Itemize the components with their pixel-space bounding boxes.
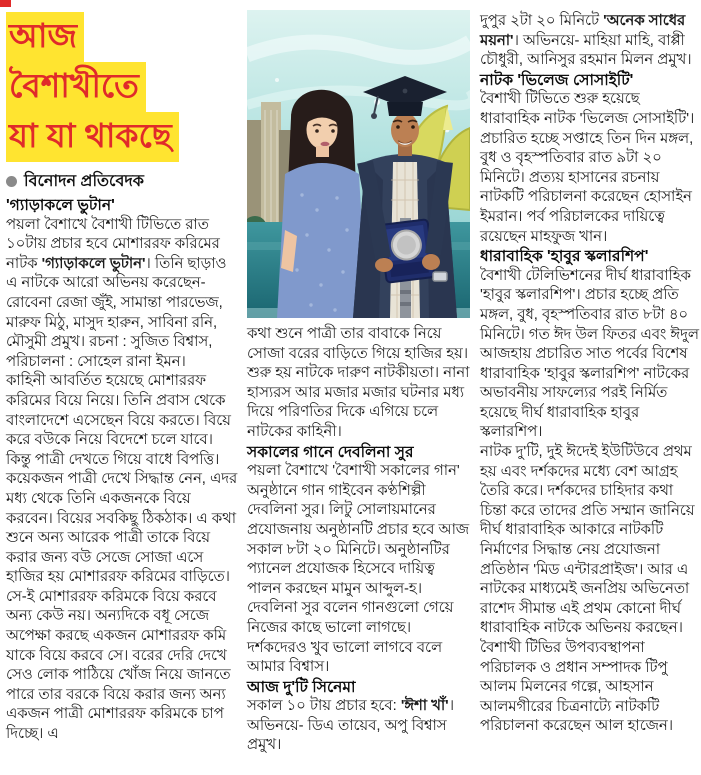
paragraph: পয়লা বৈশাখে 'বৈশাখী সকালের গান' অনুষ্ঠানে গান গাইবেন কণ্ঠশিল্পী দেবলিনা সুর। লিটু সোলায়মানের প্রযোজনায় অনুষ্ঠানটি প্রচার হবে আজ সকাল ৮টা ২০ মিনিটে। অনুষ্ঠানটির প্যানেল প্রযোজক হিসেবে দায়িত্ব পালন করছেন মামুন আব্দুল-হ। দেবলিনা সুর বলেন গানগুলো গেয়ে নিজের কাছে ভালো লাগছে। দর্শকদেরও খুব ভালো লাগবে বলে আমার বিশ্বাস। [247,463,469,676]
byline [6,168,239,195]
paragraph: কাহিনী আবর্তিত হয়েছে মোশাররফ করিমের বিয়ে নিয়ে। তিনি প্রবাস থেকে বাংলাদেশে এসেছেন বিয়ে করতে। বিয়ে করে বউকে নিয়ে বিদেশে চলে যাবে। কিন্তু পাত্রী দেখতে গিয়ে বাধে বিপত্তি। কয়েকজন পাত্রী দেখে সিদ্ধান্ত নেন, এদর মধ্য থেকে তিনি একজনকে বিয়ে করবেন। বিয়ের সবকিছু ঠিকঠাক। এ কথা শুনে অন্য আরেক পাত্রী তাকে বিয়ে করার জন্য বউ সেজে সোজা এসে হাজির হয় মোশাররফ করিমের বাড়িতে। সে-ই মোশাররফ করিমকে বিয়ে করবে অন্য কেউ নয়। অন্যদিকে বধূ সেজে অপেক্ষা করছে একজন মোশাররফ কমি যাকে বিয়ে করবে সে। বরের দেরি দেখে সেও লোক পাঠিয়ে খোঁজ নিয়ে জানতে পারে তার বরকে বিয়ে করার জন্য অন্য একজন পাত্রী মোশাররফ করিমকে চাপ দিচ্ছে। এ [6,373,238,743]
paragraph: বৈশাখী টিভিতে শুরু হয়েছে ধারাবাহিক নাটক 'ভিলেজ সোসাইটি'। প্রচারিত হচ্ছে সপ্তাহে তিন দিন মঙ্গল, বুধ ও বৃহস্পতিবার রাত ৯টা ২০ মিনিটে। প্রত্যয় হাসানের রচনায় নাটকটি পরিচালনা করেছেন হোসাইন ইমরান। পর্ব পরিচালকের দায়িত্বে রয়েছেন মাহফুজ খান। [480,91,695,245]
paragraph: পয়লা বৈশাখে বৈশাখী টিভিতে রাত ১০টায় প্রচার হবে মোশাররফ করিমের নাটক 'গ্যাড়াকলে ভুটান'। তিনি ছাড়াও এ নাটকে আরো অভিনয় করেছেন- রোবেনা রেজা জুঁই, সামান্তা পারভেজ, মারুফ মিঠু, মাসুদ হারুন, সাবিনা রনি, মৌসুমী প্রমুখ। রচনা : সুজিত বিশ্বাস, পরিচালনা : সোহেল রানা ইমন। [6,216,227,370]
right-column [480,12,700,737]
headline-line-2: বৈশাখীতে [6,62,146,112]
subhead-shokaler-gaan: সকালের গানে দেবলিনা সুর [247,443,414,461]
paragraph: দুপুর ২টা ২০ মিনিটে 'অনেক সাধের ময়না'। অভিনয়ে- মাহিয়া মাহি, বাপ্পী চৌধুরী, আনিসুর রহমান মিলন প্রমুখ। [480,13,692,69]
paragraph: বৈশাখী টেলিভিশনের দীর্ঘ ধারাবাহিক 'হাবুর স্কলারশিপ'। প্রচার হচ্ছে প্রতি মঙ্গল, বুধ, বৃহস্পতিবার রাত ৮টা ৪০ মিনিটে। গত ঈদ উল ফিতর এবং ঈদুল আজহায় প্রচারিত সাত পর্বের বিশেষ ধারাবাহিক 'হাবুর স্কলারশিপ' নাটকের অভাবনীয় সাফল্যের পরই নির্মিত হয়েছে দীর্ঘ ধারাবাহিক হাবুর স্কলারশিপ। [480,267,699,441]
paragraph: নাটক দু'টি, দুই ঈদেই ইউটিউবে প্রথম হয় এবং দর্শকদের মধ্যে বেশ আগ্রহ তৈরি করে। দর্শকদের চাহিদার কথা চিন্তা করে তাদের প্রতি সম্মান জানিয়ে দীর্ঘ ধারাবাহিক আকারে নাটকটি নির্মাণের সিদ্ধান্ত নেয় প্রযোজনা প্রতিষ্ঠান 'মিড এন্টারপ্রাইজ'। আর এ নাটকের মাধ্যমেই জনপ্রিয় অভিনেতা রাশেদ সীমান্ত এই প্রথম কোনো দীর্ঘ ধারাবাহিক নাটকে অভিনয় করছেন। বৈশাখী টিভির উপব্যবস্থাপনা পরিচালক ও প্রধান সম্পাদক টিপু আলম মিলনের গল্পে, আহসান আলমগীরের চিত্রনাট্যে নাটকটি পরিচালনা করেছেন আল হাজেন। [480,444,695,735]
headline-line-3: যা যা থাকছে [6,112,179,162]
paragraph: সকাল ১০ টায় প্রচার হবে: 'ঈশা খাঁ'। অভিনয়ে- ডিএ তায়েব, অপু বিশ্বাস প্রমুখ। [247,698,454,754]
middle-column [247,0,471,756]
headline [6,12,239,162]
left-column [6,0,239,745]
subhead-village-society: নাটক 'ভিলেজ সোসাইটি' [480,71,634,89]
bullet-icon [6,176,17,187]
headline-line-1: আজ [6,12,84,62]
byline-text: বিনোদন প্রতিবেদক [24,173,144,190]
subhead-aj-duti-cinema: আজ দু'টি সিনেমা [247,678,356,696]
subhead-habur-scholarship: ধারাবাহিক 'হাবুর স্কলারশিপ' [480,248,649,266]
subhead-gyarakole-bhutan: 'গ্যাড়াকলে ভুটান' [6,197,115,214]
article-photo [247,10,470,318]
paragraph: কথা শুনে পাত্রী তার বাবাকে নিয়ে সোজা বরের বাড়িতে গিয়ে হাজির হয়। শুরু হয় নাটকে দারুণ নাটকীয়তা। নানা হাস্যরস আর মজার মজার ঘটনার মধ্য দিয়ে পরিণতির দিকে এগিয়ে চলে নাটকের কাহিনী। [247,326,470,440]
